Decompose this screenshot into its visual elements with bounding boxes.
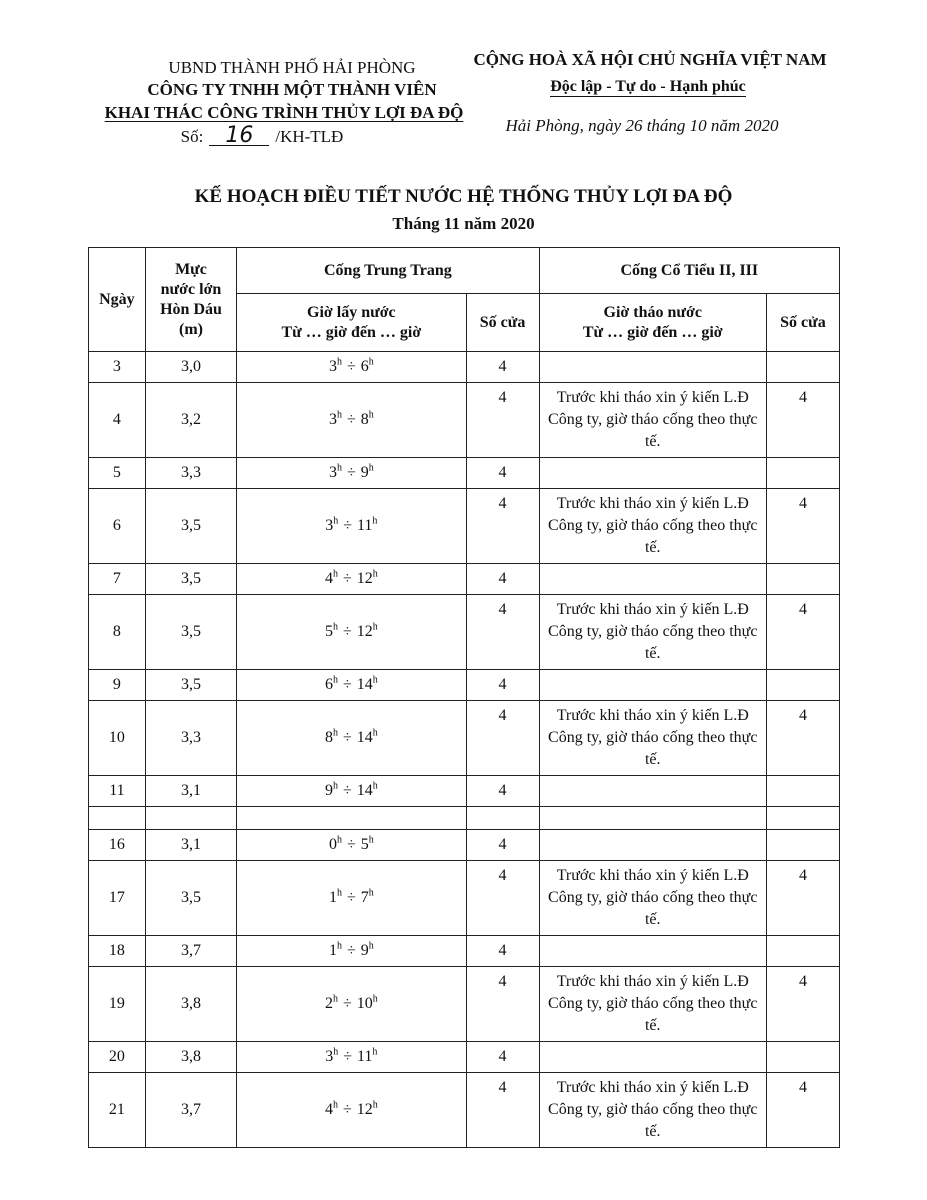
door-count-2-cell: 4	[766, 967, 839, 1042]
day-cell: 20	[89, 1042, 146, 1073]
national-motto-block	[450, 50, 850, 136]
issuer-block	[92, 58, 492, 147]
release-note-cell: Trước khi tháo xin ý kiến L.Đ Công ty, giờ tháo cống theo thực tế.	[539, 1073, 766, 1148]
intake-time-cell: $1^h \div 9^h$	[237, 936, 466, 967]
header-intake-time: Giờ lấy nước Từ … giờ đến … giờ	[237, 294, 466, 352]
document-number: Số: 16 /KH-TLĐ	[180, 123, 344, 148]
door-count-cell: 4	[466, 352, 539, 383]
release-note-cell: Trước khi tháo xin ý kiến L.Đ Công ty, giờ tháo cống theo thực tế.	[539, 383, 766, 458]
door-count-2-cell: 4	[766, 595, 839, 670]
water-level-cell: 3,1	[145, 776, 236, 807]
door-count-cell: 4	[466, 967, 539, 1042]
door-count-2-cell	[766, 564, 839, 595]
header-co-tieu: Cống Cổ Tiểu II, III	[539, 248, 839, 294]
door-count-cell: 4	[466, 830, 539, 861]
water-regulation-table	[88, 247, 840, 1148]
door-count-cell: 4	[466, 936, 539, 967]
table-row	[89, 967, 840, 1042]
table-row	[89, 670, 840, 701]
water-level-cell: 3,0	[145, 352, 236, 383]
release-note-cell	[539, 564, 766, 595]
door-count-2-cell: 4	[766, 489, 839, 564]
water-level-cell: 3,2	[145, 383, 236, 458]
day-cell: 18	[89, 936, 146, 967]
table-row	[89, 564, 840, 595]
national-motto: Độc lập - Tự do - Hạnh phúc	[550, 78, 746, 95]
table-body	[89, 352, 840, 1148]
release-note-cell: Trước khi tháo xin ý kiến L.Đ Công ty, giờ tháo cống theo thực tế.	[539, 967, 766, 1042]
door-count-2-cell	[766, 1042, 839, 1073]
header-trung-trang: Cống Trung Trang	[237, 248, 539, 294]
day-cell: 16	[89, 830, 146, 861]
door-count-cell	[466, 807, 539, 830]
water-level-cell: 3,5	[145, 861, 236, 936]
table-row	[89, 489, 840, 564]
door-count-cell: 4	[466, 383, 539, 458]
header-door-count: Số cửa	[466, 294, 539, 352]
intake-time-cell: $4^h \div 12^h$	[237, 564, 466, 595]
release-note-cell: Trước khi tháo xin ý kiến L.Đ Công ty, giờ tháo cống theo thực tế.	[539, 595, 766, 670]
handwritten-number: 16	[209, 127, 269, 146]
release-note-cell: Trước khi tháo xin ý kiến L.Đ Công ty, giờ tháo cống theo thực tế.	[539, 861, 766, 936]
release-note-cell	[539, 352, 766, 383]
door-count-cell: 4	[466, 489, 539, 564]
day-cell: 9	[89, 670, 146, 701]
header-water-level: Mực nước lớn Hòn Dáu (m)	[145, 248, 236, 352]
door-count-cell: 4	[466, 701, 539, 776]
day-cell: 4	[89, 383, 146, 458]
day-cell: 11	[89, 776, 146, 807]
release-note-cell: Trước khi tháo xin ý kiến L.Đ Công ty, giờ tháo cống theo thực tế.	[539, 489, 766, 564]
intake-time-cell: $9^h \div 14^h$	[237, 776, 466, 807]
door-count-2-cell	[766, 936, 839, 967]
intake-time-cell: $3^h \div 8^h$	[237, 383, 466, 458]
water-level-cell: 3,7	[145, 936, 236, 967]
door-count-cell: 4	[466, 861, 539, 936]
issuer-company-name: KHAI THÁC CÔNG TRÌNH THỦY LỢI ĐA ĐỘ	[104, 103, 464, 122]
release-note-cell	[539, 670, 766, 701]
door-count-2-cell: 4	[766, 383, 839, 458]
door-count-cell: 4	[466, 670, 539, 701]
table-row	[89, 776, 840, 807]
water-level-cell: 3,3	[145, 458, 236, 489]
national-title: CỘNG HOÀ XÃ HỘI CHỦ NGHĨA VIỆT NAM	[473, 50, 827, 69]
header-day: Ngày	[89, 248, 146, 352]
table-row	[89, 595, 840, 670]
water-level-cell	[145, 807, 236, 830]
water-level-cell: 3,5	[145, 670, 236, 701]
intake-time-cell	[237, 807, 466, 830]
door-count-cell: 4	[466, 564, 539, 595]
table-row	[89, 352, 840, 383]
table-row	[89, 383, 840, 458]
door-count-2-cell	[766, 830, 839, 861]
intake-time-cell: $1^h \div 7^h$	[237, 861, 466, 936]
release-note-cell	[539, 936, 766, 967]
door-count-2-cell	[766, 458, 839, 489]
day-cell: 10	[89, 701, 146, 776]
release-note-cell	[539, 1042, 766, 1073]
release-note-cell: Trước khi tháo xin ý kiến L.Đ Công ty, giờ tháo cống theo thực tế.	[539, 701, 766, 776]
water-level-cell: 3,8	[145, 967, 236, 1042]
intake-time-cell: $8^h \div 14^h$	[237, 701, 466, 776]
water-level-cell: 3,7	[145, 1073, 236, 1148]
table-row	[89, 458, 840, 489]
header-door-count-2: Số cửa	[766, 294, 839, 352]
day-cell: 21	[89, 1073, 146, 1148]
document-subtitle: Tháng 11 năm 2020	[392, 214, 535, 233]
day-cell: 6	[89, 489, 146, 564]
door-count-cell: 4	[466, 458, 539, 489]
document-date: Hải Phòng, ngày 26 tháng 10 năm 2020	[505, 116, 779, 135]
door-count-2-cell	[766, 807, 839, 830]
day-cell	[89, 807, 146, 830]
water-level-cell: 3,5	[145, 564, 236, 595]
door-count-cell: 4	[466, 1042, 539, 1073]
intake-time-cell: $5^h \div 12^h$	[237, 595, 466, 670]
intake-time-cell: $3^h \div 11^h$	[237, 1042, 466, 1073]
intake-time-cell: $3^h \div 6^h$	[237, 352, 466, 383]
day-cell: 19	[89, 967, 146, 1042]
table-row	[89, 861, 840, 936]
intake-time-cell: $0^h \div 5^h$	[237, 830, 466, 861]
document-title: KẾ HOẠCH ĐIỀU TIẾT NƯỚC HỆ THỐNG THỦY LỢI ĐA ĐỘ	[194, 186, 733, 207]
table-row	[89, 701, 840, 776]
water-level-cell: 3,8	[145, 1042, 236, 1073]
door-count-2-cell: 4	[766, 1073, 839, 1148]
intake-time-cell: $3^h \div 11^h$	[237, 489, 466, 564]
day-cell: 5	[89, 458, 146, 489]
issuer-authority: UBND THÀNH PHỐ HẢI PHÒNG	[168, 58, 416, 77]
water-level-cell: 3,3	[145, 701, 236, 776]
day-cell: 8	[89, 595, 146, 670]
release-note-cell	[539, 458, 766, 489]
intake-time-cell: $2^h \div 10^h$	[237, 967, 466, 1042]
release-note-cell	[539, 830, 766, 861]
table-row	[89, 936, 840, 967]
header-release-time: Giờ tháo nước Từ … giờ đến … giờ	[539, 294, 766, 352]
door-count-2-cell: 4	[766, 861, 839, 936]
issuer-company: CÔNG TY TNHH MỘT THÀNH VIÊN	[147, 80, 437, 99]
release-note-cell	[539, 807, 766, 830]
release-note-cell	[539, 776, 766, 807]
table-row	[89, 807, 840, 830]
door-count-cell: 4	[466, 776, 539, 807]
door-count-2-cell	[766, 670, 839, 701]
door-count-2-cell	[766, 776, 839, 807]
water-level-cell: 3,5	[145, 489, 236, 564]
intake-time-cell: $6^h \div 14^h$	[237, 670, 466, 701]
water-level-cell: 3,5	[145, 595, 236, 670]
table-row	[89, 830, 840, 861]
door-count-cell: 4	[466, 1073, 539, 1148]
intake-time-cell: $4^h \div 12^h$	[237, 1073, 466, 1148]
day-cell: 3	[89, 352, 146, 383]
table-row	[89, 1073, 840, 1148]
day-cell: 7	[89, 564, 146, 595]
door-count-2-cell	[766, 352, 839, 383]
water-level-cell: 3,1	[145, 830, 236, 861]
door-count-cell: 4	[466, 595, 539, 670]
intake-time-cell: $3^h \div 9^h$	[237, 458, 466, 489]
day-cell: 17	[89, 861, 146, 936]
door-count-2-cell: 4	[766, 701, 839, 776]
table-row	[89, 1042, 840, 1073]
